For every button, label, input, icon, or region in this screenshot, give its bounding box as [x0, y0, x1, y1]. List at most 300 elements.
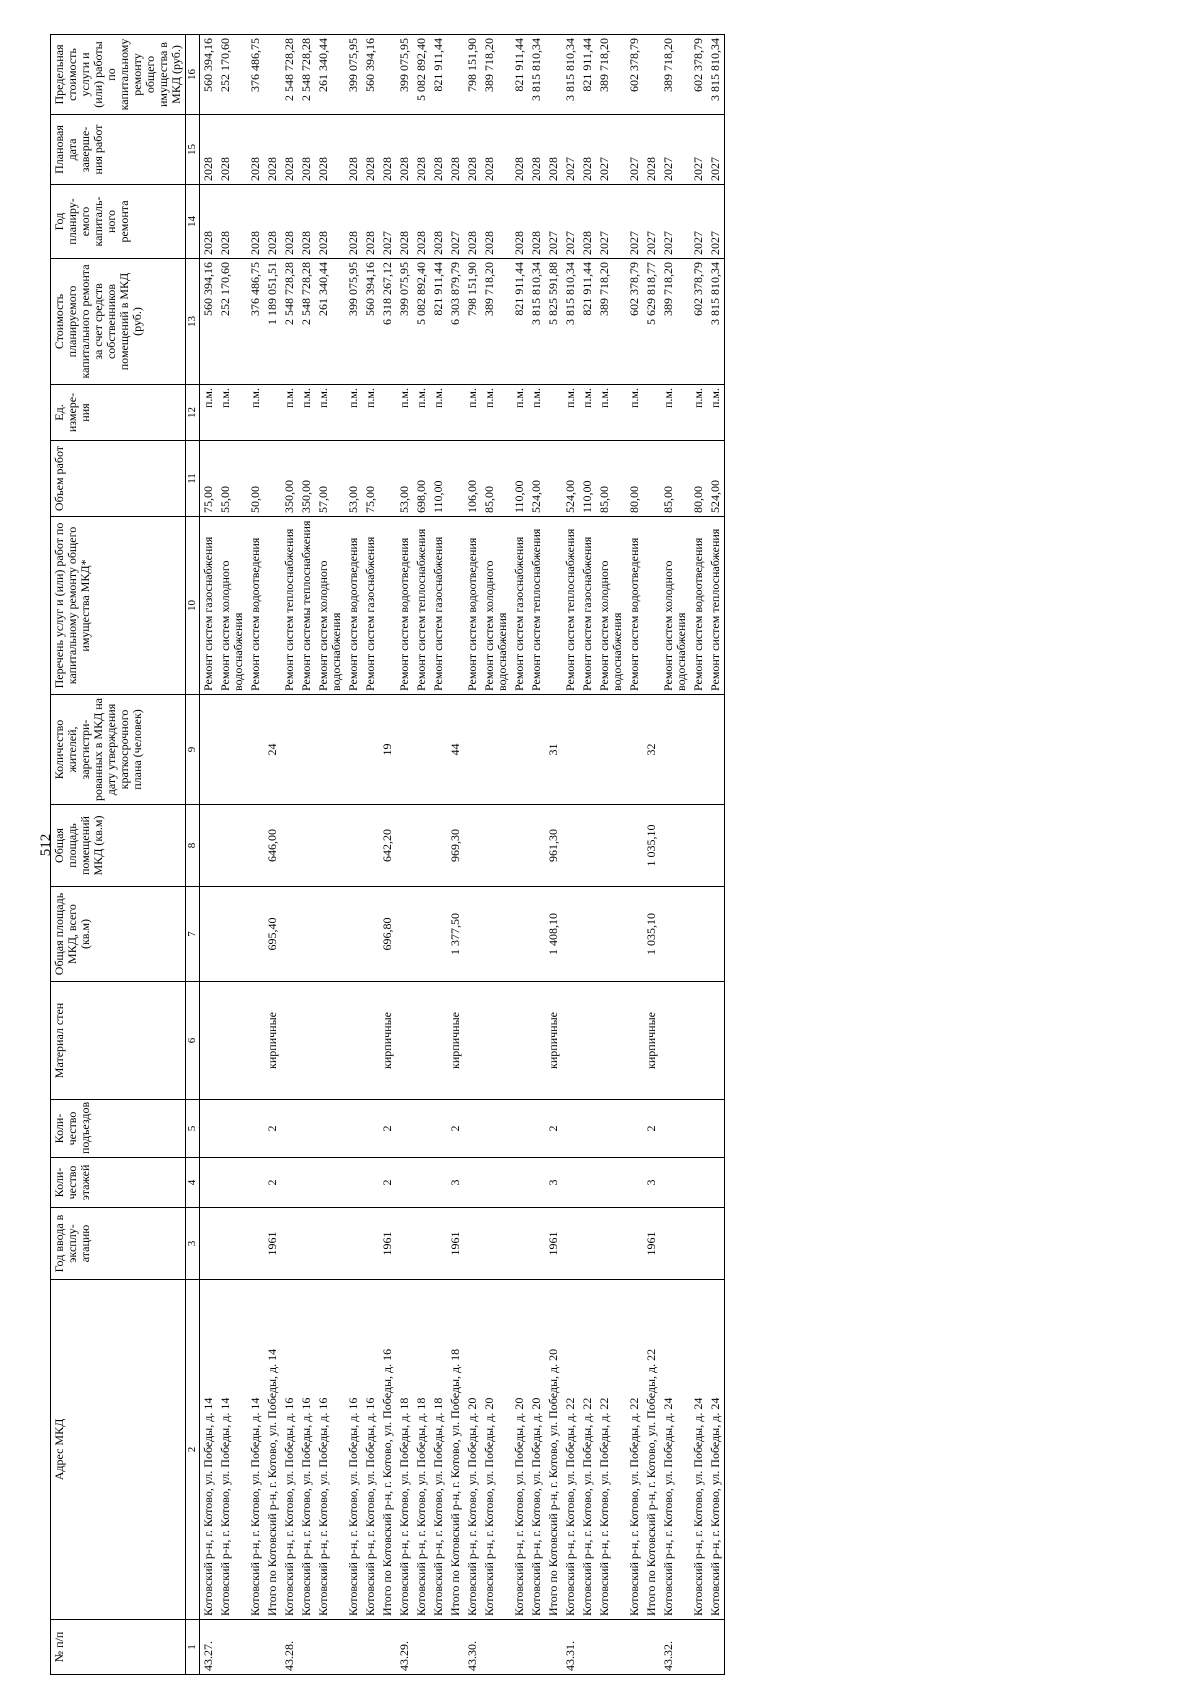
table-cell — [545, 517, 562, 695]
table-cell: 85,00 — [660, 441, 690, 517]
table-cell: кирпичные — [264, 982, 281, 1100]
table-cell — [298, 1100, 315, 1158]
table-cell — [545, 35, 562, 115]
table-cell — [200, 1100, 218, 1158]
table-row — [643, 35, 660, 1675]
table-cell — [430, 1158, 447, 1208]
table-cell: 24 — [264, 695, 281, 805]
table-cell: Ремонт систем водоотведения — [690, 517, 707, 695]
table-cell: 2027 — [562, 115, 579, 185]
table-cell — [579, 1208, 596, 1280]
table-row — [511, 35, 528, 1675]
table-cell: Котовский р-н, г. Котово, ул. Победы, д. 20 — [481, 1280, 511, 1620]
table-cell — [562, 887, 579, 982]
table-cell: 3 — [643, 1158, 660, 1208]
table-cell — [247, 695, 264, 805]
table-cell: 6 318 267,12 — [379, 259, 396, 385]
table-cell — [464, 805, 481, 887]
column-header: № п/п — [51, 1620, 186, 1675]
table-cell — [217, 805, 247, 887]
table-cell: 2 548 728,28 — [281, 259, 298, 385]
table-cell — [643, 35, 660, 115]
table-cell — [281, 1100, 298, 1158]
table-cell: 2028 — [413, 185, 430, 259]
table-cell: 1961 — [264, 1208, 281, 1280]
table-cell — [464, 1208, 481, 1280]
column-header: Предельная стоимость услуги и (или) работы по капитальному ремонту общего имущества в МКД (руб.) — [51, 35, 186, 115]
table-cell: Ремонт систем водоотведения — [345, 517, 362, 695]
table-cell: 524,00 — [707, 441, 725, 517]
table-cell: 110,00 — [511, 441, 528, 517]
table-cell: 2028 — [481, 115, 511, 185]
table-cell: п.м. — [413, 385, 430, 441]
table-cell — [596, 1620, 626, 1675]
table-cell: 3 815 810,34 — [528, 35, 545, 115]
table-cell: 524,00 — [562, 441, 579, 517]
table-cell — [447, 441, 464, 517]
table-cell — [396, 982, 413, 1100]
table-cell — [707, 1208, 725, 1280]
column-header: Перечень услуг и (или) работ по капитальному ремонту общего имущества МКД* — [51, 517, 186, 695]
column-header: Общая площадь МКД, всего (кв.м) — [51, 887, 186, 982]
table-cell: 389 718,20 — [481, 259, 511, 385]
table-cell: Ремонт систем теплоснабжения — [528, 517, 545, 695]
table-cell: Ремонт систем холодного водоснабжения — [217, 517, 247, 695]
table-cell — [264, 385, 281, 441]
table-cell: Котовский р-н, г. Котово, ул. Победы, д. 16 — [362, 1280, 379, 1620]
table-cell: 602 378,79 — [690, 35, 707, 115]
table-cell — [362, 1100, 379, 1158]
table-cell: 2 — [447, 1100, 464, 1158]
table-cell — [707, 1100, 725, 1158]
table-cell: 2027 — [707, 115, 725, 185]
table-cell — [413, 1620, 430, 1675]
table-cell: Итого по Котовский р-н, г. Котово, ул. Победы, д. 22 — [643, 1280, 660, 1620]
table-cell — [396, 1158, 413, 1208]
table-cell — [413, 887, 430, 982]
table-cell — [264, 1620, 281, 1675]
table-row — [596, 35, 626, 1675]
table-row — [528, 35, 545, 1675]
table-row — [481, 35, 511, 1675]
table-cell: 2028 — [217, 185, 247, 259]
header-row — [51, 35, 186, 1675]
table-cell: 110,00 — [579, 441, 596, 517]
table-cell — [579, 1620, 596, 1675]
table-cell: 2028 — [217, 115, 247, 185]
table-cell: 43.29. — [396, 1620, 413, 1675]
table-cell — [660, 1208, 690, 1280]
table-cell — [690, 982, 707, 1100]
column-number: 16 — [186, 35, 200, 115]
table-cell: 3 815 810,34 — [707, 35, 725, 115]
table-cell: 110,00 — [430, 441, 447, 517]
table-cell — [430, 1208, 447, 1280]
column-number: 7 — [186, 887, 200, 982]
table-row — [690, 35, 707, 1675]
table-cell — [281, 805, 298, 887]
table-cell: 43.28. — [281, 1620, 298, 1675]
table-cell: Ремонт систем водоотведения — [626, 517, 643, 695]
table-cell: п.м. — [345, 385, 362, 441]
table-cell: 80,00 — [626, 441, 643, 517]
column-number-row — [186, 35, 200, 1675]
table-cell: п.м. — [315, 385, 345, 441]
table-cell — [345, 1208, 362, 1280]
column-header: Стоимость планируемого капитального ремонта за счет средств собственников помещений в МКД (руб.) — [51, 259, 186, 385]
table-cell — [643, 1620, 660, 1675]
table-cell: 3 815 810,34 — [562, 35, 579, 115]
table-cell — [596, 887, 626, 982]
table-cell: 350,00 — [298, 441, 315, 517]
table-cell — [217, 1158, 247, 1208]
table-cell — [579, 1100, 596, 1158]
table-cell: 2028 — [643, 115, 660, 185]
table-cell: 3 815 810,34 — [562, 259, 579, 385]
table-cell — [690, 1100, 707, 1158]
table-cell — [562, 805, 579, 887]
table-cell — [511, 1208, 528, 1280]
table-cell: 2028 — [396, 115, 413, 185]
table-cell: 821 911,44 — [430, 259, 447, 385]
table-cell — [626, 1208, 643, 1280]
table-cell — [281, 695, 298, 805]
table-cell: Котовский р-н, г. Котово, ул. Победы, д. 14 — [217, 1280, 247, 1620]
table-cell — [345, 1100, 362, 1158]
table-cell — [481, 1620, 511, 1675]
table-cell: 560 394,16 — [200, 35, 218, 115]
table-cell — [247, 887, 264, 982]
table-cell — [281, 1158, 298, 1208]
table-cell — [217, 1208, 247, 1280]
table-cell — [413, 1158, 430, 1208]
table-cell — [707, 982, 725, 1100]
table-cell: 695,40 — [264, 887, 281, 982]
table-cell: 6 303 879,79 — [447, 259, 464, 385]
table-cell: 2028 — [200, 185, 218, 259]
table-cell — [264, 517, 281, 695]
table-cell: 1961 — [379, 1208, 396, 1280]
table-cell — [545, 385, 562, 441]
table-cell — [528, 1620, 545, 1675]
table-cell — [511, 805, 528, 887]
table-row — [626, 35, 643, 1675]
table-cell — [315, 1158, 345, 1208]
table-cell: 961,30 — [545, 805, 562, 887]
table-cell — [464, 982, 481, 1100]
table-cell: 2027 — [643, 185, 660, 259]
table-cell — [379, 1620, 396, 1675]
table-cell: Ремонт систем водоотведения — [396, 517, 413, 695]
table-cell — [200, 1158, 218, 1208]
table-cell: 50,00 — [247, 441, 264, 517]
table-cell: 2028 — [281, 115, 298, 185]
column-header: Материал стен — [51, 982, 186, 1100]
table-cell: 2028 — [579, 185, 596, 259]
table-cell: 2028 — [545, 115, 562, 185]
table-cell: 1961 — [643, 1208, 660, 1280]
table-cell: 43.30. — [464, 1620, 481, 1675]
table-cell: Ремонт систем холодного водоснабжения — [596, 517, 626, 695]
table-cell: Ремонт систем холодного водоснабжения — [660, 517, 690, 695]
table-cell — [298, 887, 315, 982]
table-cell: 2028 — [298, 115, 315, 185]
table-cell: 80,00 — [690, 441, 707, 517]
table-cell — [511, 982, 528, 1100]
table-cell: 602 378,79 — [690, 259, 707, 385]
table-cell: 821 911,44 — [511, 259, 528, 385]
table-cell: Итого по Котовский р-н, г. Котово, ул. Победы, д. 18 — [447, 1280, 464, 1620]
column-header: Общая площадь помещений МКД (кв.м) — [51, 805, 186, 887]
table-cell: Котовский р-н, г. Котово, ул. Победы, д. 18 — [413, 1280, 430, 1620]
table-cell: Ремонт систем газоснабжения — [200, 517, 218, 695]
table-cell — [413, 982, 430, 1100]
table-cell: 969,30 — [447, 805, 464, 887]
table-cell: 3 815 810,34 — [528, 259, 545, 385]
table-cell — [528, 1100, 545, 1158]
column-number: 10 — [186, 517, 200, 695]
table-cell: 2028 — [362, 115, 379, 185]
table-cell — [596, 982, 626, 1100]
table-row — [707, 35, 725, 1675]
table-cell — [447, 517, 464, 695]
column-number: 2 — [186, 1280, 200, 1620]
table-cell: 2 — [379, 1158, 396, 1208]
table-cell: 85,00 — [481, 441, 511, 517]
table-cell: 85,00 — [596, 441, 626, 517]
table-cell — [481, 887, 511, 982]
table-cell: 399 075,95 — [345, 35, 362, 115]
table-cell — [626, 805, 643, 887]
table-cell — [562, 1100, 579, 1158]
table-cell: 560 394,16 — [362, 259, 379, 385]
table-cell — [690, 1158, 707, 1208]
table-cell — [200, 1208, 218, 1280]
table-cell — [579, 695, 596, 805]
table-cell: 2028 — [528, 115, 545, 185]
table-cell: 3 815 810,34 — [707, 259, 725, 385]
table-cell: Ремонт систем водоотведения — [247, 517, 264, 695]
table-cell: Ремонт системы теплоснабжения — [298, 517, 315, 695]
table-row — [200, 35, 218, 1675]
table-cell: п.м. — [481, 385, 511, 441]
table-cell: 19 — [379, 695, 396, 805]
table-cell: п.м. — [707, 385, 725, 441]
column-header: Коли-чество этажей — [51, 1158, 186, 1208]
table-cell — [217, 1100, 247, 1158]
table-row — [545, 35, 562, 1675]
table-cell: 1961 — [447, 1208, 464, 1280]
table-cell: 2028 — [430, 115, 447, 185]
table-cell — [396, 695, 413, 805]
table-row — [345, 35, 362, 1675]
table-cell — [707, 887, 725, 982]
table-cell: 1 189 051,51 — [264, 259, 281, 385]
table-cell — [362, 982, 379, 1100]
table-cell — [217, 982, 247, 1100]
table-cell: Котовский р-н, г. Котово, ул. Победы, д. 20 — [511, 1280, 528, 1620]
table-cell — [315, 1620, 345, 1675]
table-cell — [247, 1100, 264, 1158]
table-cell: п.м. — [247, 385, 264, 441]
table-cell — [281, 1208, 298, 1280]
table-cell — [430, 887, 447, 982]
column-number: 1 — [186, 1620, 200, 1675]
table-cell: 2028 — [298, 185, 315, 259]
table-cell: 602 378,79 — [626, 259, 643, 385]
table-cell — [430, 805, 447, 887]
table-cell: 2027 — [379, 185, 396, 259]
table-cell — [660, 695, 690, 805]
table-cell: Итого по Котовский р-н, г. Котово, ул. Победы, д. 16 — [379, 1280, 396, 1620]
table-cell: п.м. — [217, 385, 247, 441]
table-cell: 1 408,10 — [545, 887, 562, 982]
table-cell — [528, 695, 545, 805]
column-number: 9 — [186, 695, 200, 805]
table-cell: 2028 — [413, 115, 430, 185]
table-cell: 2028 — [315, 115, 345, 185]
column-header: Год планиру-емого капиталь-ного ремонта — [51, 185, 186, 259]
table-cell — [579, 887, 596, 982]
table-cell — [511, 1620, 528, 1675]
rotated-page — [50, 35, 1185, 1675]
table-cell: 2027 — [545, 185, 562, 259]
table-cell — [464, 695, 481, 805]
table-cell: 75,00 — [362, 441, 379, 517]
table-cell — [464, 887, 481, 982]
table-cell — [707, 695, 725, 805]
table-cell — [626, 982, 643, 1100]
table-cell — [396, 805, 413, 887]
table-cell: Котовский р-н, г. Котово, ул. Победы, д. 24 — [707, 1280, 725, 1620]
table-cell: Котовский р-н, г. Котово, ул. Победы, д. 14 — [200, 1280, 218, 1620]
table-cell — [643, 441, 660, 517]
table-cell — [511, 1100, 528, 1158]
table-cell: Итого по Котовский р-н, г. Котово, ул. Победы, д. 14 — [264, 1280, 281, 1620]
table-cell: 389 718,20 — [660, 35, 690, 115]
table-cell: 821 911,44 — [579, 35, 596, 115]
table-cell: 2028 — [264, 185, 281, 259]
table-row — [447, 35, 464, 1675]
table-cell — [447, 35, 464, 115]
table-header — [51, 35, 200, 1675]
table-cell: п.м. — [562, 385, 579, 441]
table-cell: 2028 — [447, 115, 464, 185]
table-cell: 2028 — [362, 185, 379, 259]
table-cell — [528, 1158, 545, 1208]
table-cell — [660, 982, 690, 1100]
table-row — [264, 35, 281, 1675]
table-cell — [562, 1208, 579, 1280]
table-cell: Ремонт систем теплоснабжения — [281, 517, 298, 695]
table-cell — [690, 695, 707, 805]
table-cell — [596, 1100, 626, 1158]
table-cell: 2028 — [379, 115, 396, 185]
column-number: 6 — [186, 982, 200, 1100]
table-cell: п.м. — [596, 385, 626, 441]
table-cell — [660, 1158, 690, 1208]
table-cell: 642,20 — [379, 805, 396, 887]
table-cell: 2 — [643, 1100, 660, 1158]
table-cell — [264, 441, 281, 517]
column-number: 4 — [186, 1158, 200, 1208]
table-cell: 2028 — [511, 185, 528, 259]
table-cell: 2028 — [247, 185, 264, 259]
table-cell: 252 170,60 — [217, 35, 247, 115]
table-cell — [660, 1100, 690, 1158]
table-cell: 1 035,10 — [643, 805, 660, 887]
table-cell: п.м. — [430, 385, 447, 441]
table-cell: 2027 — [447, 185, 464, 259]
table-cell — [315, 805, 345, 887]
table-cell: Ремонт систем газоснабжения — [362, 517, 379, 695]
table-cell — [345, 1620, 362, 1675]
table-cell: Котовский р-н, г. Котово, ул. Победы, д. 14 — [247, 1280, 264, 1620]
table-cell — [660, 805, 690, 887]
table-cell: Итого по Котовский р-н, г. Котово, ул. Победы, д. 20 — [545, 1280, 562, 1620]
table-cell: п.м. — [281, 385, 298, 441]
table-cell: Ремонт систем теплоснабжения — [413, 517, 430, 695]
table-cell — [362, 695, 379, 805]
table-cell: 2 — [379, 1100, 396, 1158]
table-cell: Ремонт систем газоснабжения — [511, 517, 528, 695]
table-cell — [247, 982, 264, 1100]
table-cell — [430, 982, 447, 1100]
table-cell: 2028 — [200, 115, 218, 185]
table-cell — [200, 695, 218, 805]
table-cell: Ремонт систем холодного водоснабжения — [315, 517, 345, 695]
table-cell: 2027 — [707, 185, 725, 259]
table-cell: кирпичные — [643, 982, 660, 1100]
table-row — [315, 35, 345, 1675]
table-cell: п.м. — [626, 385, 643, 441]
table-cell: 560 394,16 — [200, 259, 218, 385]
table-cell: 350,00 — [281, 441, 298, 517]
table-cell: 389 718,20 — [596, 35, 626, 115]
table-cell — [345, 982, 362, 1100]
table-cell: 2028 — [528, 185, 545, 259]
table-cell — [379, 441, 396, 517]
table-cell: 3 — [447, 1158, 464, 1208]
table-cell — [396, 1208, 413, 1280]
table-cell — [528, 982, 545, 1100]
table-cell — [707, 805, 725, 887]
column-number: 5 — [186, 1100, 200, 1158]
table-cell — [596, 805, 626, 887]
table-cell — [362, 805, 379, 887]
table-cell — [379, 385, 396, 441]
table-cell: Котовский р-н, г. Котово, ул. Победы, д. 16 — [345, 1280, 362, 1620]
table-cell — [247, 805, 264, 887]
table-cell — [281, 982, 298, 1100]
column-number: 15 — [186, 115, 200, 185]
table-cell — [690, 805, 707, 887]
table-row — [362, 35, 379, 1675]
table-cell: 2028 — [315, 185, 345, 259]
table-cell — [413, 695, 430, 805]
table-cell — [481, 1158, 511, 1208]
table-cell — [315, 1100, 345, 1158]
table-cell — [481, 805, 511, 887]
table-cell — [690, 887, 707, 982]
table-cell: п.м. — [528, 385, 545, 441]
table-cell: 5 629 818,77 — [643, 259, 660, 385]
table-cell — [200, 805, 218, 887]
table-cell: п.м. — [362, 385, 379, 441]
table-cell — [626, 1620, 643, 1675]
table-cell: 602 378,79 — [626, 35, 643, 115]
table-cell: 2 548 728,28 — [298, 35, 315, 115]
